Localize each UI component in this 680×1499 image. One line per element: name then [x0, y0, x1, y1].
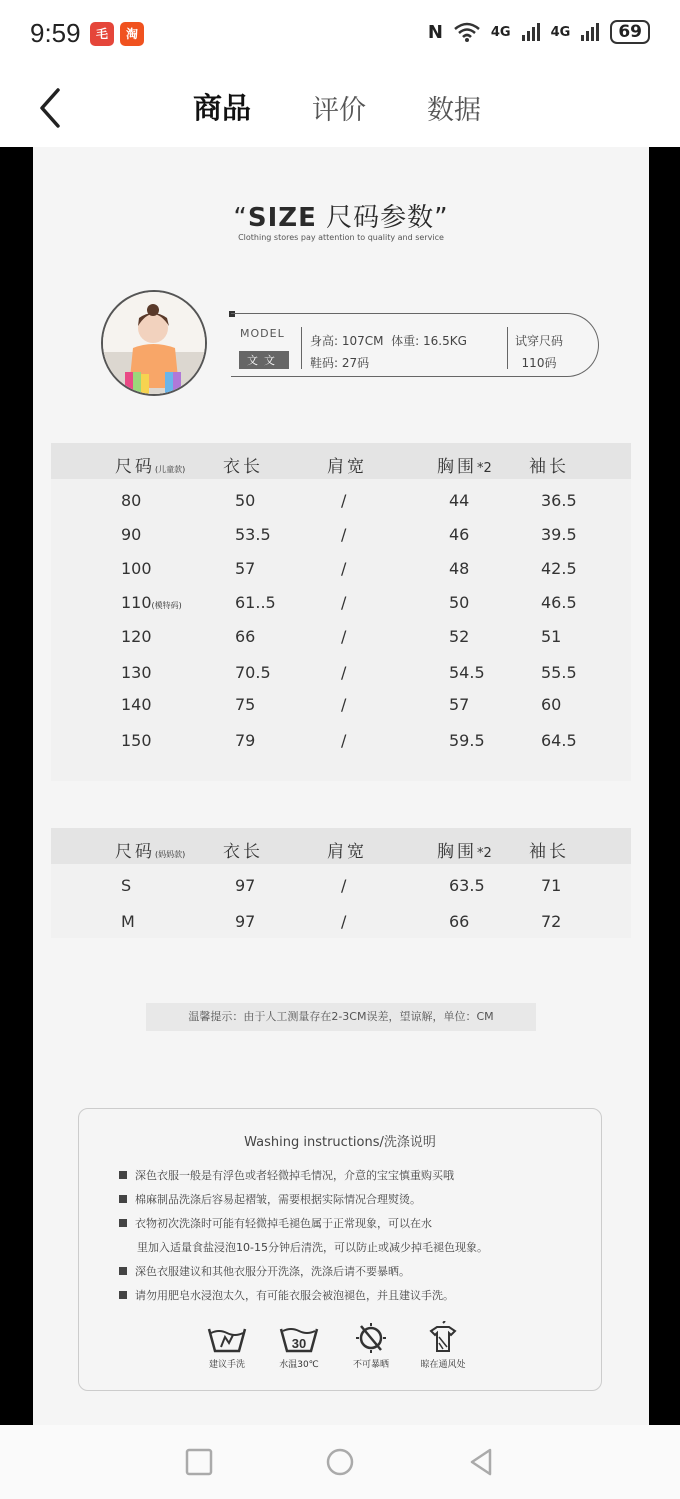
cell-sleeve: 39.5 [541, 525, 577, 544]
washing-instructions [78, 1108, 602, 1391]
cell-size: 80 [121, 491, 142, 510]
cell-shoulder: / [341, 491, 347, 510]
cell-sleeve: 72 [541, 912, 562, 931]
cell-shoulder: / [341, 731, 347, 750]
cell-size: 130 [121, 663, 152, 682]
cell-length: 53.5 [235, 525, 271, 544]
status-bar [0, 0, 680, 70]
model-divider-2 [507, 327, 508, 369]
home-button[interactable] [325, 1447, 355, 1477]
col-length: 衣长 [223, 842, 263, 862]
try-size-label: 试穿尺码 [515, 334, 564, 348]
washing-line: 请勿用肥皂水浸泡太久，有可能衣服会被泡褪色，并且建议手洗。 [119, 1287, 454, 1303]
cell-chest: 52 [449, 627, 470, 646]
cell-chest: 50 [449, 593, 470, 612]
cell-sleeve: 60 [541, 695, 562, 714]
cell-size: 90 [121, 525, 142, 544]
model-weight: 体重: 16.5KG [391, 334, 467, 348]
cell-chest: 54.5 [449, 663, 485, 682]
washing-line: 深色衣服一般是有浮色或者轻微掉毛情况，介意的宝宝慎重购买哦 [119, 1167, 454, 1183]
triangle-back-icon [466, 1447, 496, 1477]
cell-shoulder: / [341, 525, 347, 544]
cell-length: 66 [235, 627, 256, 646]
network-4g-label: 4G [490, 24, 511, 40]
hand-wash-label: 建议手洗 [208, 1360, 245, 1370]
try-size-value: 110码 [521, 356, 557, 370]
model-stats [310, 330, 467, 374]
cell-shoulder: / [341, 627, 347, 646]
cell-size: 100 [121, 559, 152, 578]
cell-sleeve: 55.5 [541, 663, 577, 682]
cell-length: 75 [235, 695, 256, 714]
header [0, 70, 680, 146]
cell-sleeve: 42.5 [541, 559, 577, 578]
model-divider [301, 327, 302, 369]
wifi-icon [453, 21, 481, 43]
col-size: 尺码(妈妈款) [115, 842, 186, 862]
wash-temp-text: 30 [291, 1336, 307, 1351]
cell-chest: 57 [449, 695, 470, 714]
cell-size: 110(模特码) [121, 593, 182, 612]
model-label: MODEL [240, 327, 285, 340]
col-shoulder: 肩宽 [327, 842, 367, 862]
col-chest: 胸围*2 [437, 457, 492, 477]
model-height: 身高: 107CM [310, 334, 384, 348]
circle-icon [325, 1447, 355, 1477]
signal-icon [521, 22, 541, 42]
size-chart-image [33, 147, 649, 1425]
cell-length: 61..5 [235, 593, 276, 612]
no-sun-icon [341, 1321, 401, 1370]
cell-size: 140 [121, 695, 152, 714]
cell-chest: 63.5 [449, 876, 485, 895]
size-title-cn: 尺码参数 [326, 203, 435, 233]
shade-dry-icon [413, 1321, 473, 1370]
measurement-notice: 温馨提示：由于人工测量存在2-3CM误差，望谅解，单位：CM [146, 1003, 536, 1031]
cell-sleeve: 46.5 [541, 593, 577, 612]
cell-size: 120 [121, 627, 152, 646]
no-sun-label: 不可暴晒 [352, 1360, 389, 1370]
cell-shoulder: / [341, 695, 347, 714]
cell-size: M [121, 912, 135, 931]
status-icons [428, 20, 650, 44]
tab-reviews[interactable]: 评价 [312, 95, 366, 126]
washing-title: Washing instructions/洗涤说明 [244, 1135, 436, 1150]
cell-shoulder: / [341, 663, 347, 682]
size-title: “SIZE 尺码参数” [233, 203, 449, 233]
mom-size-table [51, 828, 631, 938]
kids-size-table [51, 443, 631, 781]
nfc-icon: N [427, 21, 443, 43]
col-sleeve: 袖长 [529, 842, 569, 862]
cell-length: 79 [235, 731, 256, 750]
tab-bar [0, 70, 680, 146]
kids-table-header [51, 443, 631, 479]
cell-chest: 46 [449, 525, 470, 544]
taobao-notification-icon: 淘 [120, 22, 144, 46]
cell-length: 70.5 [235, 663, 271, 682]
hand-wash-icon [197, 1321, 257, 1370]
battery-level: 69 [610, 20, 650, 44]
cell-sleeve: 51 [541, 627, 562, 646]
washing-line: 衣物初次洗涤时可能有轻微掉毛褪色属于正常现象，可以在水 [119, 1215, 432, 1231]
model-name: 文文 [239, 351, 289, 369]
cell-length: 57 [235, 559, 256, 578]
col-sleeve: 袖长 [529, 457, 569, 477]
size-subtitle: Clothing stores pay attention to quality and service [238, 233, 444, 242]
cell-shoulder: / [341, 876, 347, 895]
cell-size: 150 [121, 731, 152, 750]
signal-icon-2 [580, 22, 600, 42]
cell-size: S [121, 876, 132, 895]
col-length: 衣长 [223, 457, 263, 477]
washing-line: 里加入适量食盐浸泡10-15分钟后清洗，可以防止或减少掉毛褪色现象。 [137, 1241, 488, 1254]
cell-shoulder: / [341, 559, 347, 578]
cell-length: 97 [235, 912, 256, 931]
tab-product[interactable]: 商品 [193, 91, 252, 125]
cell-length: 50 [235, 491, 256, 510]
app-notification-icon: 毛 [90, 22, 114, 46]
cell-chest: 44 [449, 491, 470, 510]
washing-line: 棉麻制品洗涤后容易起褶皱，需要根据实际情况合理熨烫。 [119, 1191, 421, 1207]
status-time: 9:59 [30, 18, 81, 48]
cell-sleeve: 71 [541, 876, 562, 895]
model-try-size [515, 330, 563, 374]
cell-chest: 66 [449, 912, 470, 931]
size-note: (模特码) [151, 601, 182, 610]
model-shoe-size: 鞋码: 27码 [310, 356, 370, 370]
back-nav-button[interactable] [466, 1447, 496, 1477]
mom-table-header [51, 828, 631, 864]
wash-30-icon [269, 1321, 329, 1370]
square-icon [184, 1447, 214, 1477]
cell-shoulder: / [341, 912, 347, 931]
cell-sleeve: 64.5 [541, 731, 577, 750]
cell-length: 97 [235, 876, 256, 895]
cell-sleeve: 36.5 [541, 491, 577, 510]
size-title-en: SIZE [247, 203, 317, 233]
shade-dry-label: 晾在通风处 [420, 1360, 466, 1370]
recent-apps-button[interactable] [184, 1447, 214, 1477]
cell-shoulder: / [341, 593, 347, 612]
network-4g-label-2: 4G [550, 24, 571, 40]
model-avatar [101, 290, 207, 396]
washing-line: 深色衣服建议和其他衣服分开洗涤，洗涤后请不要暴晒。 [119, 1263, 410, 1279]
col-chest: 胸围*2 [437, 842, 492, 862]
col-shoulder: 肩宽 [327, 457, 367, 477]
cell-chest: 59.5 [449, 731, 485, 750]
tab-data[interactable]: 数据 [427, 95, 481, 126]
product-detail-content[interactable] [0, 147, 680, 1425]
wash-30-label: 水温30℃ [279, 1360, 319, 1370]
system-nav-bar [0, 1425, 680, 1499]
col-size: 尺码(儿童款) [115, 457, 186, 477]
cell-chest: 48 [449, 559, 470, 578]
